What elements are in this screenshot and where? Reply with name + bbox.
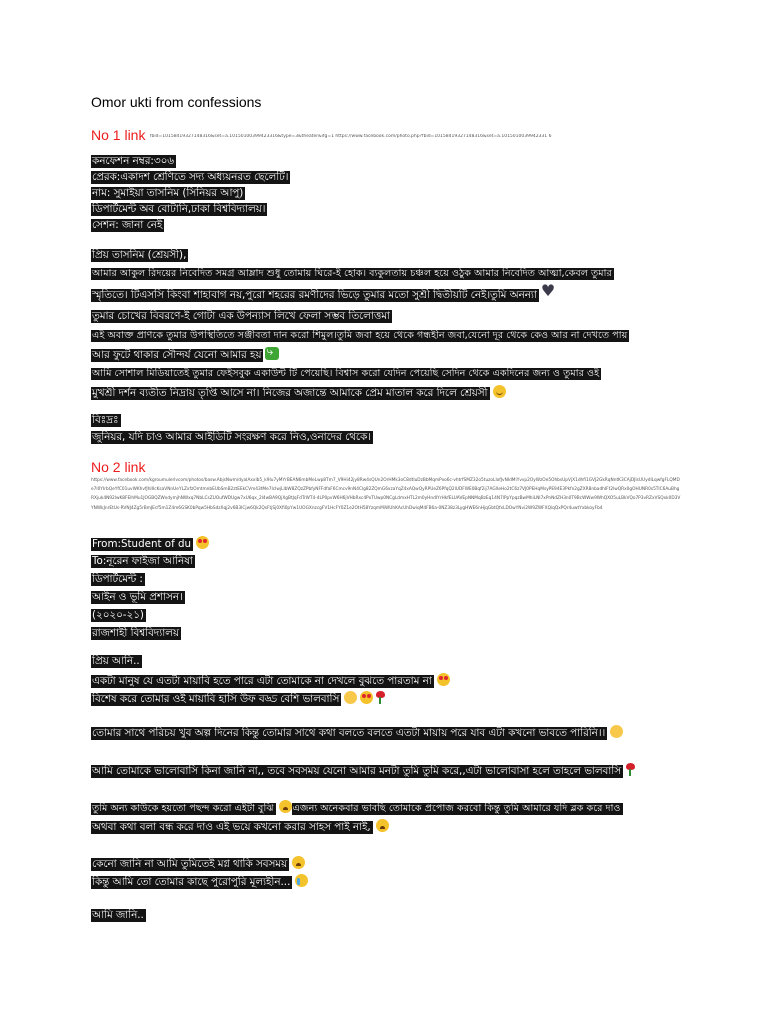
hugging-face-icon xyxy=(610,725,623,738)
link1-url[interactable]: fbid=10158419327148316&set=a.10150100399423316&type=3&theater&ifg=1 https://www.facebook.com/photo.php?fbid=10158419327148316&set=a.1015010039942331 6 xyxy=(149,134,552,139)
confession2-department-label: ডিপার্টমেন্ট : xyxy=(92,573,143,585)
hugging-face-icon xyxy=(344,691,357,704)
confession1-line: আর ফুটে থাকার সৌন্দর্য যেনো আমার হয়⤷ xyxy=(91,347,279,363)
smiling-face-icon xyxy=(493,385,506,398)
curved-arrow-icon xyxy=(265,347,279,360)
confession2-university: রাজশাহী বিশ্ববিদ্যালয় xyxy=(92,627,179,639)
link2-url[interactable]: https://www.facebook.com/kgroumulerlvcom/photos/basw.AbjsNwm/dyaIAxxlb5_k9Iu7yMYrBEAN6mbMeLwp8Tm7_V9Hi42jy8Rw4sQUn2OrHMk3oC8dtIuDzBbMqmPxo6c-vhtrfSMZ32o5tuzoLlofJvNIdMiYvvp2OyWzOe5OhbsUpVjX1dhfi1GVJ2GkRqNntK3CAjDJIsUUydlLqwfgFLQMDe7l0YIrbQeYfC01uvWKhvfJhIIIcKsaVNnUeYLZxfzOmtmnbEUbSmB2ztEEkCVm43tMe7IcIwjLlbW8ZQzZPbfyNFFdfaF6Cmcv9nN4Clg82ZQmG6xzaYqZ4xAQwQyRPUeZ6PfqQ2lUDFWE0Bqf2ij7AGXeHo2tC6z7VJ0PEHqMsyPE94E3Pkfn2gZXR8nbadhIFt2lwQRx0gOHUNR0s5TlC6AuBhgRXjuk4N92lwK8FElhMu1JOGBQZWxdymjhNWxq7NbLCsZUOufWDUgw7xU6qx_2l4wBA9QjXgBtJqFdTrWT4-4LP0pvW6H6jVHbRxc4PxTUwp0NCgLdmxHTL2m0yHndIYrHkfELUAVEpNNMqBzEq14N7lPpYpqzBwMhiLNI7xPnNdZH3n0T9BcWWw9WhQXO5uLBkVQo7P3vRZxVSQxk0D3VYNWkJnrEtUs-RVNJ4Zg5rBmJEcf5m1Z4m6GSK0bPqw5HbSdzXqj2v6B3ICjw6Qk2QsFtjSj0Xfi0pYw1UOGXnzcgFV1HcFY0Z1e2OtH58YzqmMiWUhKAcUhDwiqM4FB6a-0NZ38z3LygHWE6nHjqGbtQfxLDOwYNvi2W9ZWFXQiqQxPQr4uwtYxbkoyFb4 xyxy=(91,478,681,511)
confession1-note-label: বিঃদ্রঃ xyxy=(92,414,119,426)
heart-eyes-icon xyxy=(196,536,209,549)
rose-icon xyxy=(625,763,635,776)
confession2-line: বিশেষ করে তোমার ওই মায়াবি হাসি উফ বড্ড বেশি ভালবাসি xyxy=(91,691,385,707)
black-heart-icon xyxy=(541,288,555,300)
confession2-line: কেনো জানি না আমি তুমিতেই মগ্ন থাকি সবসময় xyxy=(91,856,305,872)
heart-eyes-icon xyxy=(360,691,373,704)
confession2-department: আইন ও ভূমি প্রশাসন। xyxy=(92,591,183,603)
confession1-session: সেশন: জানা নেই xyxy=(92,219,163,231)
confession1-salutation: প্রিয় তাসনিম (শ্রেয়সী), xyxy=(92,249,187,261)
confession1-line: মুখশ্রী দর্শন ব্যতীত নিদ্রায় তৃপ্তি আসে না। নিজের অজান্তে আমাকে প্রেম মাতাল করে দিলে শ্রেয়সী xyxy=(91,385,506,401)
confession2-line: কিন্তু আমি তো তোমার কাছে পুরোপুরি মূল্যহীন... xyxy=(91,874,308,890)
confession2-line: অথবা কথা বলা বন্ধ করে দাও এই ভয়ে কখনো করার সাহস পাই নাই, xyxy=(91,819,389,835)
confession1-line: এই অবাক্ত প্রাণকে তুমার উপস্থিতিতে সঞ্জীবতা দান করো শিমুল।তুমি জবা হয়ে থেকে গন্ধহীন জবা,যেনো দূর থেকে কেও আর না দেখতে পায় xyxy=(92,330,628,341)
white-heart-icon xyxy=(394,309,408,321)
confession1-note: জুনিয়র, যদি চাও আমার আইডিটি সংরক্ষণ করে নিও,ওনাদের থেকে। xyxy=(92,431,371,443)
confession2-to: To:নূরেন ফাইজা আনিষা xyxy=(92,555,193,567)
confession2-line: তুমি অন্য কাউকে হয়তো পছন্দ করো এইটা বুঝি এজন্য অনেকবার ভাবছি তোমাকে প্রপোজ করবো কিন্তু তুমি আমারে যদি ব্লক করে দাও xyxy=(91,800,623,817)
worried-face-icon xyxy=(279,800,292,813)
flushed-face-icon xyxy=(292,856,305,869)
heart-eyes-icon xyxy=(437,673,450,686)
confession1-number: কনফেশন নম্বর:৩০৬ xyxy=(92,155,174,167)
rose-icon xyxy=(375,691,385,704)
confession1-line: স্মৃতিতে। টিএসসি কিংবা শাহাবাগ নয়,পুরো শহরের রমণীদের ভিড়ে তুমার মতো সুশ্রী দ্বিতীয়টি নেই।তুমি অনন্যা♥ xyxy=(91,288,555,303)
confession2-from: From:Student of du xyxy=(91,536,209,552)
confession1-sender: প্রেরক:একাদশ শ্রেণিতে সদ্য অধ্যয়নরত ছেলেটি। xyxy=(92,171,289,183)
confession2-line: আমি জানি.. xyxy=(92,909,144,921)
confession1-line: তুমার চোখের বিবরণে-ই গোটা এক উপন্যাস লিখে ফেলা সম্ভব তিলোত্তমা♥ xyxy=(91,309,408,324)
link2-heading xyxy=(91,459,145,477)
document-title: Omor ukti from confessions xyxy=(91,94,262,110)
confession2-line: তোমার সাথে পরিচয় খুব অল্প দিনের কিন্তু তোমার সাথে কথা বলতে বলতে এতটা মায়ায় পরে যাব এটা কখনো ভাবতে পারিনি।। xyxy=(91,725,623,741)
link1-heading xyxy=(91,127,670,145)
link1-label: No 1 link xyxy=(91,127,146,143)
link2-label: No 2 link xyxy=(91,459,146,475)
hushed-face-icon xyxy=(376,819,389,832)
crying-face-icon xyxy=(295,874,308,887)
confession1-line: আমি সোশাল মিডিয়াতেই তুমার ফেইসবুক একাউন্ট টি পেয়েছি। বিশ্বাস করো যেদিন পেয়েছি সেদিন থেকে একদিনের জন্য ও তুমার ওই xyxy=(92,368,600,379)
confession1-name: নাম: সুমাইয়া তাসনিম (সিনিয়র আপু) xyxy=(92,187,244,199)
confession2-greeting: প্রিয় আনি.. xyxy=(92,655,140,667)
confession2-line: আমি তোমাকে ভালোবাসি কিনা জানি না,, তবে সবসময় যেনো আমার মনটা তুমি তুমি করে,,এটা ভালোবাসা হলে তাহলে ভালবাসি xyxy=(91,763,635,779)
confession1-department: ডিপার্টমেন্ট অব বোটানি,ঢাকা বিশ্ববিদ্যালয়। xyxy=(92,203,266,215)
confession2-line: একটা মানুষ যে এতটা মায়াবি হতে পারে এটা তোমাকে না দেখলে বুঝতে পারতাম না xyxy=(91,673,450,689)
confession1-line: আমার আকুল রিদয়ের নিবেদিত সমগ্র আম্লাদ শুধু তোমায় ঘিরে-ই হোক। ব্যকুলতায় চঞ্চল হয়ে ওঠুক আমার নিবেদিত আত্মা,কেবল তুমার xyxy=(92,268,612,279)
confession2-session: (২০২০-২১) xyxy=(92,609,144,621)
